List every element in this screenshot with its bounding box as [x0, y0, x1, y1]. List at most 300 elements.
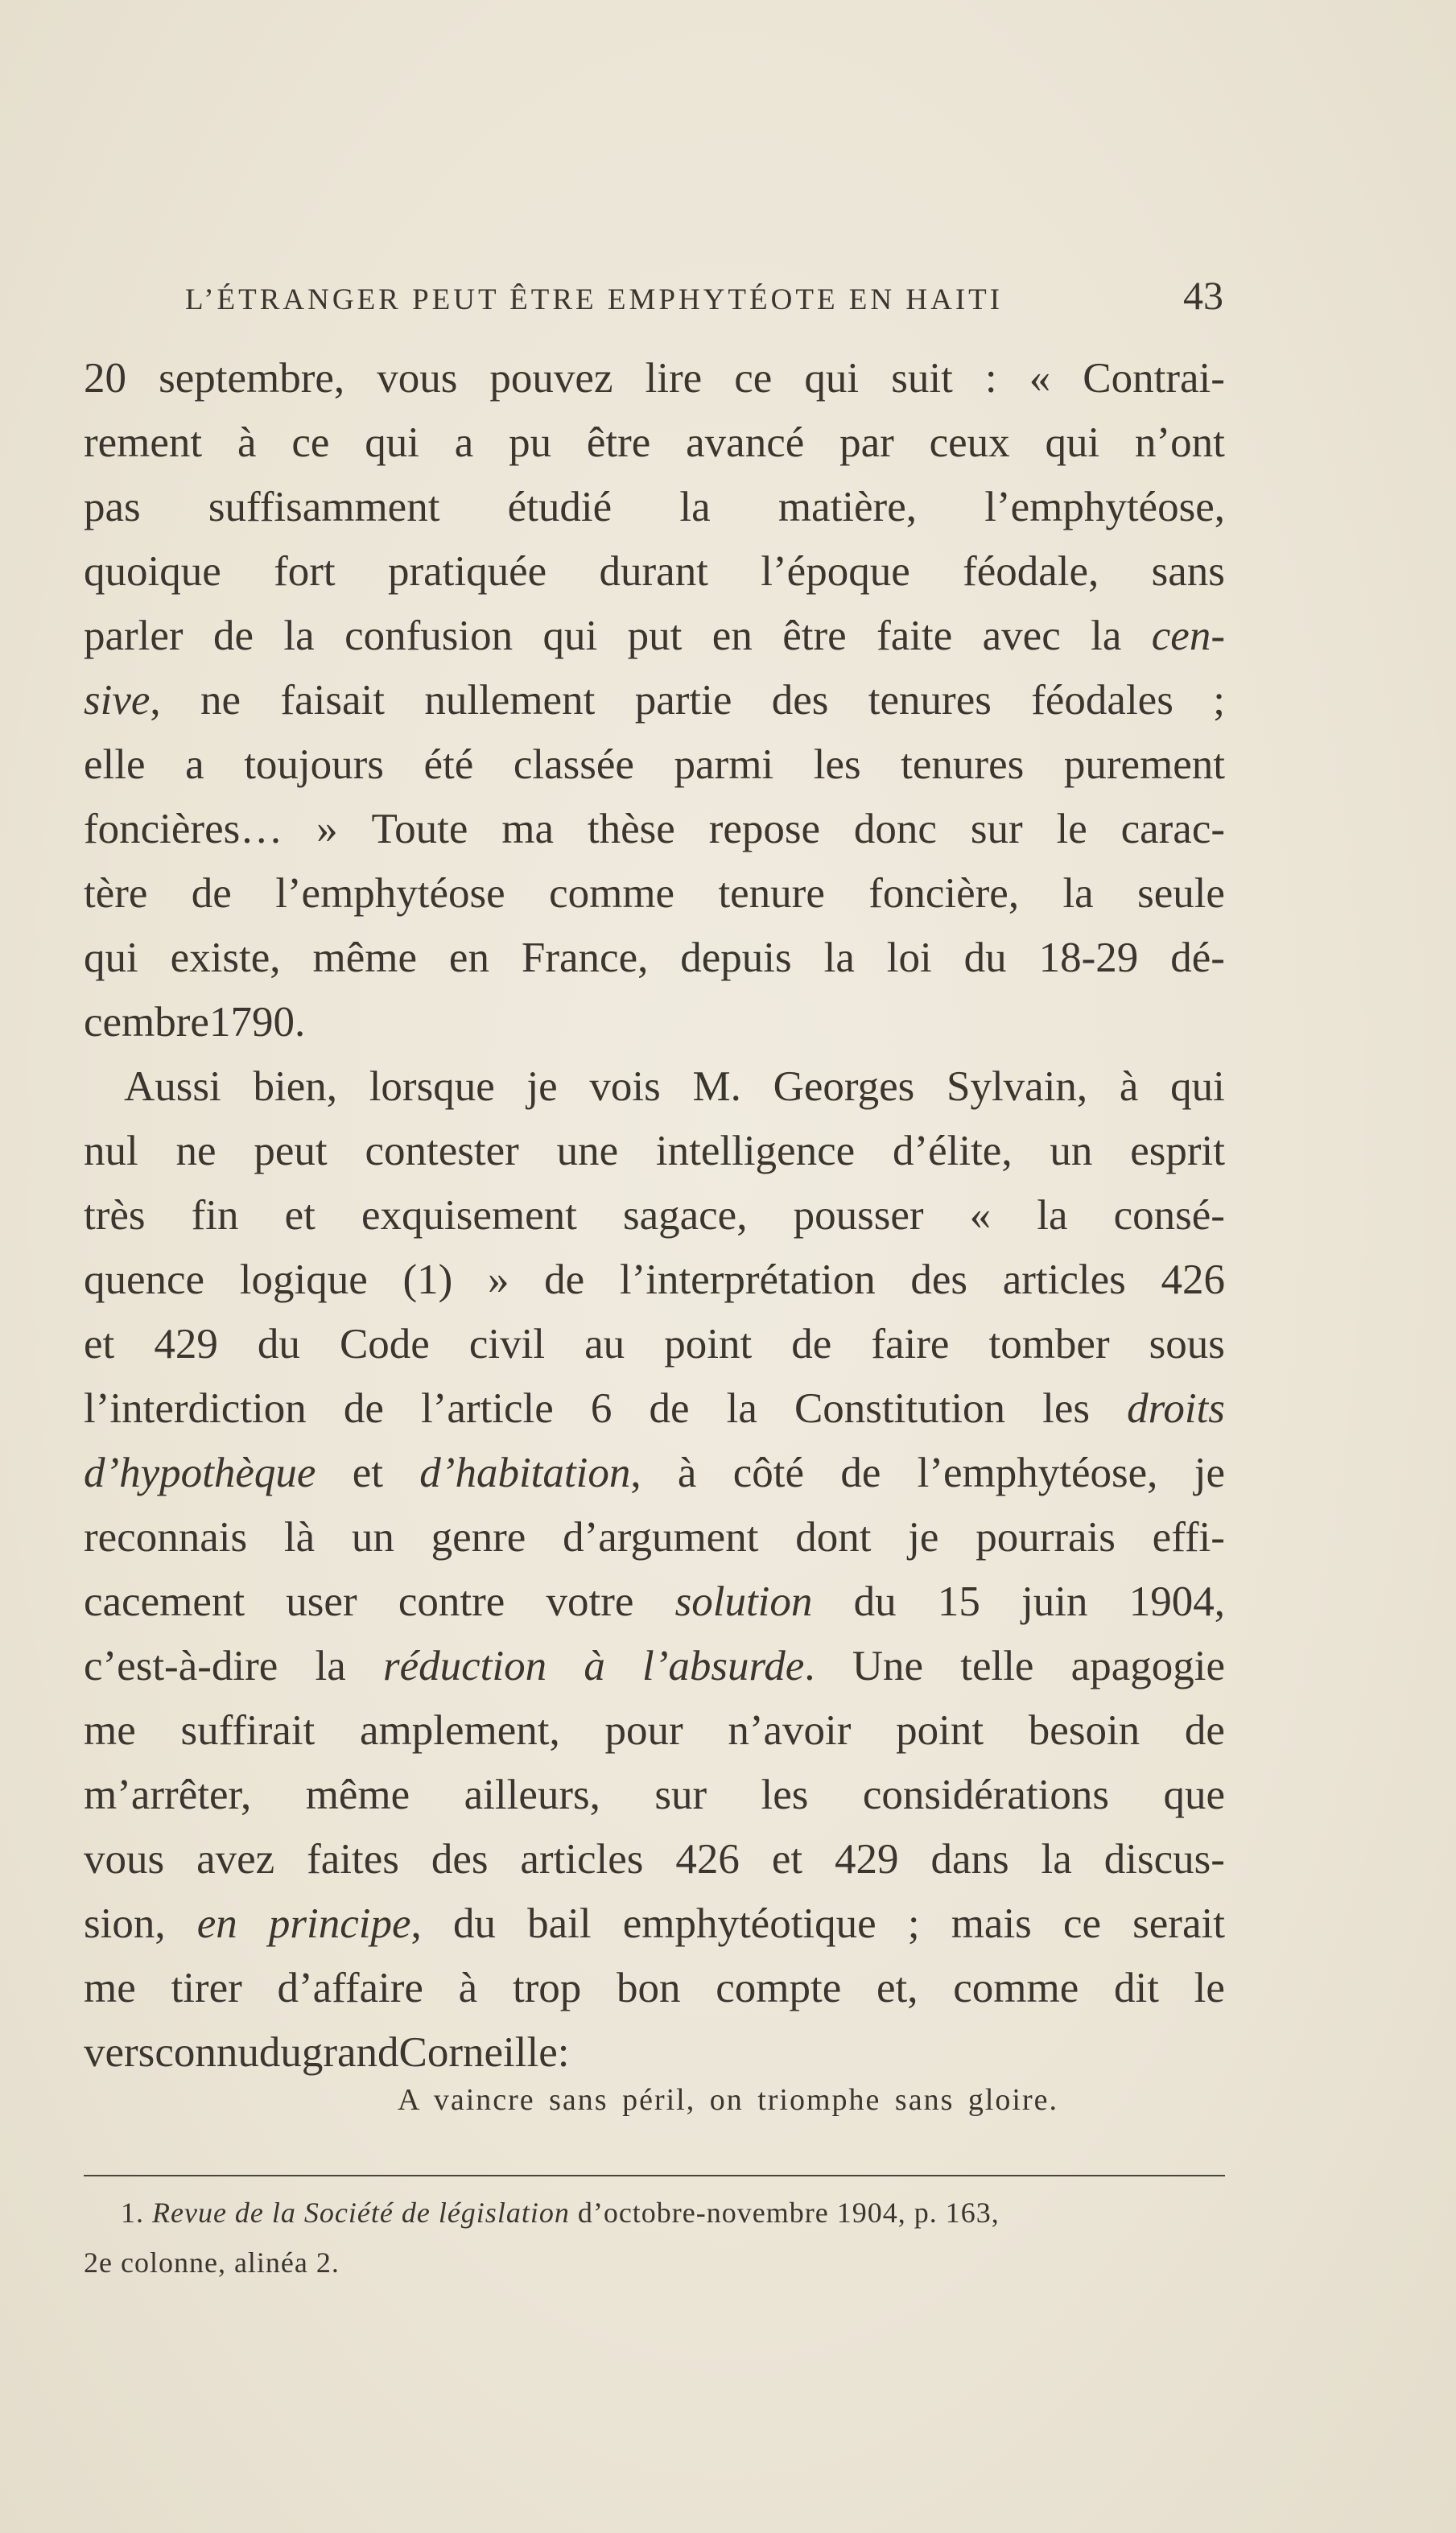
word — [84, 1312, 114, 1376]
word — [734, 346, 772, 410]
word — [84, 1763, 251, 1827]
word — [563, 1505, 758, 1570]
roman-text: bien, — [253, 1063, 337, 1110]
word — [1114, 1956, 1159, 2020]
word — [778, 475, 917, 539]
word — [628, 604, 683, 668]
word — [794, 1376, 1005, 1441]
roman-text: je — [526, 1063, 558, 1110]
roman-text: une — [556, 1128, 619, 1174]
roman-text: même — [305, 1772, 410, 1818]
word — [656, 1119, 855, 1183]
italic-text: d’habitation — [419, 1450, 631, 1496]
word — [527, 1891, 591, 1956]
word — [964, 926, 1007, 990]
roman-text: et, — [876, 1965, 918, 2011]
roman-text: , — [410, 1900, 422, 1947]
roman-text: l’article — [420, 1385, 554, 1432]
italic-text: à — [584, 1643, 605, 1689]
roman-text: à — [237, 419, 257, 466]
word — [761, 1763, 809, 1827]
text-line — [84, 1312, 1225, 1376]
footnotes — [84, 2188, 1243, 2288]
roman-text: depuis — [680, 934, 792, 981]
roman-text: Toute — [371, 806, 468, 852]
roman-text: Une — [852, 1643, 923, 1689]
word — [600, 539, 708, 604]
word — [1050, 1119, 1092, 1183]
roman-text: qui — [84, 934, 138, 981]
word — [155, 2020, 259, 2085]
roman-text: ma — [501, 806, 555, 852]
footnote-text: 1. — [121, 2197, 152, 2229]
word — [887, 926, 932, 990]
roman-text: sans — [1151, 548, 1225, 595]
text-line — [84, 1570, 1225, 1634]
roman-text: du — [963, 934, 1007, 981]
roman-text: tenure — [718, 870, 825, 917]
word — [1114, 1183, 1225, 1248]
roman-text: nul — [84, 1128, 138, 1174]
word — [693, 1054, 741, 1119]
roman-text: existe, — [170, 934, 281, 981]
word — [176, 1119, 217, 1183]
word — [1170, 1054, 1225, 1119]
roman-text: sous — [1149, 1321, 1225, 1368]
roman-text: 426 — [1161, 1256, 1225, 1303]
word — [84, 990, 209, 1054]
roman-text: bon — [617, 1965, 681, 2011]
word — [795, 1505, 871, 1570]
word — [549, 861, 674, 926]
roman-text: et — [84, 1321, 115, 1368]
roman-text: du — [257, 1321, 300, 1368]
roman-text: 6 — [590, 1385, 613, 1432]
word — [587, 410, 650, 475]
roman-text: qui — [1045, 419, 1100, 466]
roman-text: n’avoir — [728, 1707, 852, 1754]
word — [824, 926, 855, 990]
word — [449, 926, 489, 990]
word — [464, 1763, 600, 1827]
word — [84, 1570, 245, 1634]
word — [388, 539, 547, 604]
word — [84, 668, 161, 732]
roman-text: 426 — [675, 1836, 740, 1883]
word — [171, 1956, 241, 2020]
roman-text: cembre — [84, 999, 209, 1046]
roman-text: suffisamment — [208, 484, 440, 530]
word — [302, 2020, 399, 2085]
footnote-1-line-1 — [84, 2188, 1243, 2238]
roman-text: la — [315, 1643, 346, 1689]
roman-text: amplement, — [360, 1707, 560, 1754]
word — [623, 1183, 747, 1248]
roman-text: seule — [1137, 870, 1225, 917]
word — [213, 604, 254, 668]
roman-text: pourrais — [975, 1514, 1116, 1561]
roman-text: carac- — [1120, 806, 1225, 852]
word — [171, 926, 281, 990]
text-line — [84, 1248, 1225, 1312]
roman-text: un — [351, 1514, 394, 1561]
word — [918, 1441, 1158, 1505]
roman-text: 1904, — [1128, 1578, 1225, 1625]
word — [712, 604, 753, 668]
word — [469, 1312, 545, 1376]
roman-text: point — [896, 1707, 984, 1754]
word — [84, 2020, 155, 2085]
roman-text: vers — [84, 2029, 155, 2076]
roman-text: apagogie — [1070, 1643, 1225, 1689]
roman-text: je — [908, 1514, 939, 1561]
word — [835, 1827, 899, 1891]
word — [254, 1119, 327, 1183]
word — [1042, 1376, 1090, 1441]
roman-text: avancé — [686, 419, 805, 466]
word — [399, 2020, 558, 2085]
word — [970, 1183, 992, 1248]
word — [716, 1956, 841, 2020]
roman-text: (1) — [402, 1256, 453, 1303]
roman-text: m’arrêter, — [84, 1772, 252, 1818]
italic-text: solution — [674, 1578, 813, 1625]
word — [686, 410, 804, 475]
roman-text: put — [627, 613, 683, 659]
roman-text: M. — [692, 1063, 741, 1110]
word — [1037, 1183, 1067, 1248]
word — [489, 346, 613, 410]
word — [896, 1698, 984, 1763]
roman-text: de — [544, 1256, 585, 1303]
roman-text: ; — [907, 1900, 920, 1947]
word — [728, 1698, 851, 1763]
word — [344, 1376, 384, 1441]
text-line — [84, 1183, 1225, 1248]
footnote-1-line-2: 2e colonne, alinéa 2. — [84, 2246, 340, 2279]
roman-text: dans — [930, 1836, 1009, 1883]
word — [674, 732, 774, 797]
word — [604, 1698, 683, 1763]
word — [365, 410, 419, 475]
text-line — [84, 475, 1225, 539]
roman-text: » — [487, 1256, 509, 1303]
roman-text: qui — [542, 613, 598, 659]
roman-text: rement — [84, 419, 203, 466]
roman-text: les — [813, 741, 861, 788]
word — [868, 668, 992, 732]
text-line — [84, 1956, 1225, 2020]
roman-text: Constitution — [794, 1385, 1006, 1432]
roman-text: fort — [274, 548, 336, 595]
word — [963, 539, 1099, 604]
roman-text: durant — [599, 548, 708, 595]
roman-text: pouvez — [489, 355, 613, 402]
text-line — [84, 2020, 1225, 2085]
roman-text: à — [677, 1450, 697, 1496]
word — [983, 604, 1061, 668]
word — [84, 604, 184, 668]
roman-text: tenures — [901, 741, 1025, 788]
roman-text: à — [458, 1965, 478, 2011]
roman-text: faites — [307, 1836, 399, 1883]
roman-text: : — [984, 355, 997, 402]
roman-text: d’élite, — [892, 1128, 1013, 1174]
word — [84, 732, 146, 797]
word — [1063, 1891, 1101, 1956]
roman-text: et — [352, 1450, 383, 1496]
word — [804, 346, 859, 410]
roman-text: user — [286, 1578, 357, 1625]
word — [159, 346, 344, 410]
word — [623, 1891, 876, 1956]
roman-text: vois — [589, 1063, 661, 1110]
word — [1152, 539, 1225, 604]
word — [960, 1634, 1033, 1698]
text-line — [84, 1441, 1225, 1505]
word — [84, 1891, 166, 1956]
text-line — [84, 797, 1225, 861]
word — [646, 346, 703, 410]
word — [278, 1956, 423, 2020]
roman-text: . — [804, 1643, 815, 1689]
word — [501, 797, 554, 861]
roman-text: grand — [301, 2029, 399, 2076]
word — [876, 604, 952, 668]
text-line — [84, 668, 1225, 732]
word — [733, 1441, 804, 1505]
word — [543, 604, 598, 668]
roman-text: Georges — [773, 1063, 915, 1110]
word — [1064, 732, 1225, 797]
text-line — [84, 346, 1225, 410]
roman-text: parmi — [674, 741, 774, 788]
roman-text: faite — [876, 613, 953, 659]
word — [1056, 797, 1087, 861]
roman-text: » — [316, 806, 338, 852]
word — [371, 797, 468, 861]
word — [1149, 1312, 1225, 1376]
roman-text: l’interprétation — [619, 1256, 876, 1303]
word — [773, 1054, 915, 1119]
word — [84, 1956, 136, 2020]
word — [664, 1312, 752, 1376]
roman-text: les — [1042, 1385, 1091, 1432]
word — [557, 1119, 619, 1183]
word — [84, 1827, 164, 1891]
roman-text: l’époque — [761, 548, 910, 595]
word — [642, 1634, 815, 1698]
roman-text: juin — [1021, 1578, 1088, 1625]
word — [84, 1248, 204, 1312]
roman-text: la — [823, 934, 855, 981]
roman-text: repose — [708, 806, 821, 852]
word — [84, 539, 221, 604]
word — [852, 1634, 923, 1698]
roman-text: Corneille — [398, 2029, 558, 2076]
text-line — [84, 1054, 1225, 1119]
word — [814, 732, 861, 797]
italic-text: sive — [84, 677, 151, 724]
roman-text: lorsque — [369, 1063, 495, 1110]
roman-text: 1790. — [208, 999, 306, 1046]
word — [285, 1183, 316, 1248]
word — [244, 732, 384, 797]
text-line — [84, 1891, 1225, 1956]
word — [1132, 1891, 1225, 1956]
roman-text: des — [771, 677, 829, 724]
roman-text: avez — [196, 1836, 275, 1883]
roman-text: foncière, — [868, 870, 1020, 917]
word — [868, 861, 1019, 926]
roman-text: civil — [468, 1321, 546, 1368]
roman-text: contre — [398, 1578, 505, 1625]
word — [185, 732, 204, 797]
word — [984, 475, 1225, 539]
word — [84, 1376, 307, 1441]
word — [275, 861, 505, 926]
roman-text: a — [185, 741, 204, 788]
word — [1104, 1827, 1225, 1891]
word — [344, 604, 513, 668]
word — [208, 475, 440, 539]
roman-text: me — [84, 1965, 136, 2011]
word — [124, 1054, 221, 1119]
roman-text: qui — [804, 355, 860, 402]
roman-text: dé- — [1170, 934, 1225, 981]
verse-quotation: A vaincre sans péril, on triomphe sans gloire. — [397, 2083, 1058, 2117]
word — [772, 668, 829, 732]
word — [196, 1827, 274, 1891]
word — [635, 668, 732, 732]
footnote-italic: Revue de la Société de législation — [152, 2197, 570, 2229]
roman-text: les — [761, 1772, 809, 1818]
roman-text: telle — [960, 1643, 1034, 1689]
word — [1045, 410, 1099, 475]
roman-text: des — [910, 1256, 968, 1303]
text-line — [84, 1119, 1225, 1183]
word — [513, 1956, 581, 2020]
word — [854, 797, 937, 861]
word — [283, 604, 314, 668]
roman-text: comme — [953, 1965, 1079, 2011]
word — [1083, 346, 1225, 410]
roman-text: : — [557, 2029, 570, 2076]
roman-text: ceux — [929, 419, 1010, 466]
word — [1185, 1698, 1225, 1763]
word — [876, 1956, 918, 2020]
word — [84, 861, 147, 926]
roman-text: l’emphytéose — [275, 870, 505, 917]
word — [953, 1956, 1079, 2020]
word — [508, 475, 613, 539]
roman-text: besoin — [1028, 1707, 1140, 1754]
word — [654, 1763, 707, 1827]
word — [240, 1248, 368, 1312]
word — [192, 861, 232, 926]
roman-text: très — [84, 1192, 146, 1239]
roman-text: connu — [155, 2029, 259, 2076]
roman-text: bail — [527, 1900, 592, 1947]
word — [675, 1570, 813, 1634]
word — [1135, 410, 1225, 475]
roman-text: l’interdiction — [84, 1385, 307, 1432]
roman-text: pas — [84, 484, 141, 530]
word — [291, 410, 329, 475]
word — [258, 1312, 300, 1376]
word — [1120, 1054, 1139, 1119]
word — [274, 539, 336, 604]
word — [649, 1376, 689, 1441]
word — [84, 1183, 146, 1248]
roman-text: pousser — [793, 1192, 924, 1239]
word — [951, 1891, 1032, 1956]
word — [727, 1376, 757, 1441]
running-head — [185, 272, 1223, 320]
italic-text: droits — [1127, 1385, 1225, 1432]
word — [1031, 668, 1173, 732]
word — [678, 1441, 697, 1505]
word — [1127, 1376, 1225, 1441]
word — [84, 475, 141, 539]
roman-text: et — [284, 1192, 316, 1239]
word — [84, 1119, 138, 1183]
word — [253, 1054, 337, 1119]
roman-text: sur — [654, 1772, 707, 1818]
roman-text: de — [212, 613, 254, 659]
word — [286, 1570, 357, 1634]
text-line — [84, 1634, 1225, 1698]
roman-text: articles — [1002, 1256, 1126, 1303]
roman-text: loi — [886, 934, 932, 981]
roman-text: tenures — [868, 677, 992, 724]
roman-text: fin — [191, 1192, 239, 1239]
word — [971, 797, 1023, 861]
text-line — [84, 1698, 1225, 1763]
word — [839, 410, 894, 475]
roman-text: me — [84, 1707, 136, 1754]
roman-text: « — [969, 1192, 992, 1239]
roman-text: par — [839, 419, 894, 466]
roman-text: vous — [84, 1836, 165, 1883]
roman-text: qui — [1170, 1063, 1225, 1110]
roman-text: la — [726, 1385, 757, 1432]
roman-text: et — [771, 1836, 803, 1883]
roman-text: discus- — [1103, 1836, 1225, 1883]
word — [1029, 346, 1051, 410]
roman-text: de — [791, 1321, 832, 1368]
word — [591, 1376, 613, 1441]
word — [424, 732, 474, 797]
roman-text: thèse — [587, 806, 675, 852]
word — [340, 1312, 430, 1376]
roman-text: de — [1184, 1707, 1225, 1754]
word — [1062, 861, 1093, 926]
roman-text: de — [343, 1385, 384, 1432]
text-line — [84, 1827, 1225, 1891]
word — [453, 1891, 496, 1956]
roman-text: que — [1163, 1772, 1225, 1818]
italic-text: principe — [268, 1900, 411, 1947]
roman-text: pour — [604, 1707, 683, 1754]
roman-text: étudié — [507, 484, 613, 530]
word — [589, 1054, 660, 1119]
roman-text: ce — [1062, 1900, 1102, 1947]
text-line — [84, 604, 1225, 668]
roman-text: emphytéotique — [622, 1900, 876, 1947]
roman-text: purement — [1063, 741, 1225, 788]
roman-text: des — [431, 1836, 489, 1883]
